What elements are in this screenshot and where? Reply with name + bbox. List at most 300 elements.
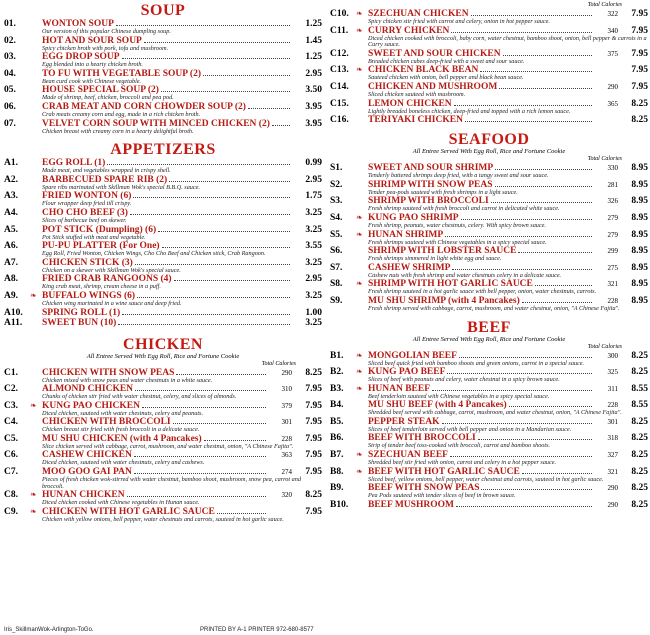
item-price: 3.25 — [305, 317, 322, 328]
app-item — [4, 274, 322, 291]
item-description: Strip of tender beef toss-cooked with broccoli, carrot and bamboo shoots. — [368, 442, 551, 450]
item-calories: 228 — [607, 401, 618, 410]
beef-section-title: BEEF — [467, 318, 511, 336]
seafood-subtitle: All Entree Served With Egg Roll, Rice and Fortune Cookie — [412, 148, 566, 156]
sea-item — [330, 163, 648, 180]
dot-leader — [107, 164, 290, 165]
beef-item — [330, 367, 648, 384]
dot-leader — [118, 324, 290, 325]
dot-leader — [535, 285, 592, 286]
dot-leader — [122, 58, 290, 59]
chicken-section-title: CHICKEN — [123, 335, 203, 353]
dot-leader — [522, 473, 592, 474]
chili-pepper-icon: ❧ — [356, 229, 363, 239]
chili-pepper-icon: ❧ — [356, 383, 363, 393]
beef-item — [330, 483, 648, 500]
item-code: B1. — [330, 350, 344, 361]
item-code: C3. — [4, 400, 18, 411]
item-calories: 311 — [607, 384, 618, 393]
chicken-calories-header: Total Calories — [261, 360, 296, 367]
item-description: Chicken with yellow onions, bell pepper, water chestnuts and carrots, sauteed in hot garlic sauce. — [42, 515, 284, 523]
item-description: Pot Stick stuffed with meat and vegetable. — [42, 233, 146, 241]
item-calories: 290 — [607, 484, 618, 493]
item-name: HUNAN BEEF — [368, 383, 431, 394]
chili-pepper-icon: ❧ — [30, 290, 37, 300]
item-description: Tender pea-pods sauteed with fresh shrimps in a light sauce. — [368, 188, 518, 196]
item-price: 1.00 — [305, 307, 322, 318]
item-price: 7.95 — [631, 65, 648, 76]
item-description: Our version of this popular Chinese dumpling soup. — [42, 28, 171, 35]
item-calories: 340 — [607, 26, 618, 35]
item-name: MU SHU SHRIMP (with 4 Pancakes) — [368, 295, 520, 306]
item-name: SHRIMP WITH BROCCOLI — [368, 196, 489, 207]
left-column — [4, 2, 322, 523]
sea-item — [330, 230, 648, 247]
dot-leader — [162, 247, 290, 248]
item-calories: 301 — [281, 418, 292, 427]
item-price: 8.25 — [631, 367, 648, 378]
item-calories: 300 — [607, 351, 618, 360]
item-price: 3.25 — [305, 224, 322, 235]
item-description: Slice chicken served with cabbage, carrot, mushroom, and water chestnut, onion, "A Chinese Fajita". — [42, 442, 294, 450]
dot-leader — [432, 390, 592, 391]
item-code: A8. — [4, 274, 18, 285]
chk2-item — [330, 115, 648, 125]
item-description: Diced chicken, sauteed with water chestnuts, celery and peanuts. — [42, 409, 204, 417]
item-description: Fresh shrimps simmered in light white egg and sauce. — [368, 255, 502, 263]
item-code: S4. — [330, 212, 343, 223]
item-name: CASHEW CHICKEN — [42, 450, 132, 461]
item-code: B10. — [330, 499, 349, 510]
chk2-item — [330, 82, 648, 99]
item-code: B7. — [330, 450, 344, 461]
item-name: MOO GOO GAI PAN — [42, 467, 132, 478]
soup-item — [4, 102, 322, 119]
dot-leader — [491, 202, 592, 203]
chili-pepper-icon: ❧ — [356, 450, 363, 460]
item-description: Egg blended into a hearty chicken broth. — [42, 61, 143, 69]
beef-item — [330, 450, 648, 467]
app-item — [4, 318, 322, 328]
item-name: BARBECUED SPARE RIB (2) — [42, 174, 168, 185]
chicken-list — [4, 368, 322, 524]
item-name: SHRIMP WITH HOT GARLIC SAUCE — [368, 279, 533, 290]
item-description: Spicy chicken broth with pork, tofu and mushroom. — [42, 44, 169, 52]
sea-item — [330, 180, 648, 197]
item-code: S6. — [330, 246, 343, 257]
item-code: 01. — [4, 19, 16, 29]
item-name: SHRIMP WITH LOBSTER SAUCE — [368, 246, 517, 257]
item-description: Sliced beef, yellow onions, bell pepper, water chestnut and carrots, sauteed in hot garlic sauce. — [368, 475, 604, 483]
item-price: 3.50 — [305, 85, 322, 96]
chk-item — [4, 450, 322, 467]
item-code: 06. — [4, 101, 16, 112]
item-price: 7.95 — [305, 384, 322, 395]
item-name: MONGOLIAN BEEF — [368, 350, 457, 361]
soup-item — [4, 119, 322, 136]
item-price: 8.25 — [631, 450, 648, 461]
item-price: 8.95 — [631, 212, 648, 223]
chk2-item — [330, 99, 648, 116]
item-code: C15. — [330, 98, 349, 109]
item-code: B9. — [330, 483, 344, 494]
soup-item — [4, 85, 322, 102]
item-price: 8.25 — [631, 115, 648, 126]
item-code: S8. — [330, 279, 343, 290]
item-code: C8. — [4, 490, 18, 501]
item-description: Fresh shrimps sauteed with Chinese vegetables in a spicy special sauce. — [368, 238, 547, 246]
beef-list — [330, 351, 648, 510]
item-code: S9. — [330, 295, 343, 306]
item-name: FRIED CRAB RANGOONS (4) — [42, 274, 172, 285]
item-name: MU SHU BEEF (with 4 Pancakes) — [368, 400, 507, 411]
item-price: 8.55 — [631, 383, 648, 394]
item-description: Sliced chicken sauteed with mushroom. — [368, 90, 466, 98]
dot-leader — [144, 42, 290, 43]
item-price: 8.25 — [631, 98, 648, 109]
item-code: A10. — [4, 307, 23, 318]
item-name: CHICKEN BLACK BEAN — [368, 65, 479, 76]
chk2-item — [330, 26, 648, 49]
dot-leader — [248, 108, 290, 109]
item-price: 7.95 — [305, 417, 322, 428]
sea-item — [330, 296, 648, 313]
dot-leader — [204, 440, 266, 441]
item-name: SHRIMP WITH SNOW PEAS — [368, 179, 493, 190]
dot-leader — [471, 15, 592, 16]
beef-item — [330, 351, 648, 368]
item-calories: 228 — [281, 434, 292, 443]
dot-leader — [135, 264, 290, 265]
item-code: A4. — [4, 207, 18, 218]
item-description: Made meat, and vegetables wrapped in crispy shell. — [42, 167, 171, 175]
beef-item — [330, 433, 648, 450]
beef-calories-header: Total Calories — [587, 343, 622, 350]
beef-item — [330, 384, 648, 401]
item-price: 7.95 — [305, 433, 322, 444]
chk2-item — [330, 9, 648, 26]
item-price: 8.95 — [631, 179, 648, 190]
dot-leader — [459, 357, 592, 358]
appetizers-section-title: APPETIZERS — [110, 141, 216, 159]
item-code: C10. — [330, 9, 349, 19]
item-description: Fresh shrimp served with cabbage, carrot, mushroom, and water chestnut, onion, "A Chinese Fajita". — [368, 304, 620, 312]
beef-item — [330, 500, 648, 510]
item-calories: 310 — [281, 385, 292, 394]
dot-leader — [217, 513, 266, 514]
item-name: BEEF WITH BROCCOLI — [368, 433, 476, 444]
item-price: 8.95 — [631, 163, 648, 174]
seafood-calories-header: Total Calories — [587, 156, 622, 163]
item-price: 8.25 — [631, 433, 648, 444]
item-description: Slices of barbecue beef on skewer. — [42, 216, 127, 224]
item-description: Diced chicken cooked with broccoli, baby corn, water chestnut, bamboo shoot, onion, bell pepper & carrots in a Curry sauce. — [368, 34, 647, 49]
item-price: 8.95 — [631, 262, 648, 273]
dot-leader — [461, 219, 592, 220]
dot-leader — [452, 269, 592, 270]
seafood-list — [330, 163, 648, 312]
item-calories: 379 — [281, 401, 292, 410]
item-calories: 375 — [607, 49, 618, 58]
item-code: S3. — [330, 196, 343, 207]
item-name: PEPPER STEAK — [368, 416, 440, 427]
item-calories: 228 — [607, 296, 618, 305]
dot-leader — [445, 236, 592, 237]
item-description: King crab meat, shrimp, cream cheese in a puff. — [42, 283, 161, 291]
item-description: Beef tenderloin sauteed with Chinese vegetables in a spicy special sauce. — [368, 392, 550, 400]
item-calories: 321 — [607, 467, 618, 476]
item-calories: 279 — [607, 230, 618, 239]
item-name: SPRING ROLL (1) — [42, 307, 121, 318]
item-price: 8.25 — [631, 499, 648, 510]
item-price: 2.95 — [305, 174, 322, 185]
item-calories: 321 — [607, 280, 618, 289]
chili-pepper-icon: ❧ — [356, 466, 363, 476]
item-code: C16. — [330, 115, 349, 126]
dot-leader — [135, 390, 266, 391]
item-calories: 299 — [607, 247, 618, 256]
item-price: 3.25 — [305, 257, 322, 268]
app-item — [4, 308, 322, 318]
chicken-cont-calories-header: Total Calories — [587, 2, 622, 8]
item-price: 3.95 — [305, 101, 322, 112]
item-description: Fresh shrimp sauteed in a hot garlic sauce with bell pepper, onion, water chestnuts, carrots. — [368, 288, 597, 296]
item-description: Shredded beef stir fried with onion, carrot and celery in a hot pepper sauce. — [368, 459, 557, 467]
chk-item — [4, 434, 322, 451]
item-price: 3.55 — [305, 241, 322, 252]
item-name: SWEET BUN (10) — [42, 317, 117, 328]
menu-item-row — [330, 115, 648, 125]
dot-leader — [503, 55, 592, 56]
item-name: BEEF MUSHROOM — [368, 499, 454, 510]
item-code: B8. — [330, 466, 344, 477]
chili-pepper-icon: ❧ — [30, 400, 37, 410]
dot-leader — [130, 214, 290, 215]
item-calories: 320 — [281, 491, 292, 500]
item-name: SWEET AND SOUR SHRIMP — [368, 163, 494, 174]
dot-leader — [173, 423, 266, 424]
chili-pepper-icon: ❧ — [356, 367, 363, 377]
item-price: 8.95 — [631, 196, 648, 207]
item-description: Chunks of chicken stir fried with water chestnut, celery, and slices of almonds. — [42, 393, 237, 401]
item-description: Shredded beef served with cabbage, carrot, mushroom, and water chestnut, onion, "A Chinese Fajita". — [368, 409, 622, 417]
item-price: 8.95 — [631, 246, 648, 257]
chk-item — [4, 467, 322, 490]
item-calories: 363 — [281, 451, 292, 460]
dot-leader — [174, 280, 290, 281]
dot-leader — [450, 456, 592, 457]
chk-item — [4, 384, 322, 401]
chili-pepper-icon: ❧ — [356, 350, 363, 360]
item-price: 8.25 — [631, 350, 648, 361]
chili-pepper-icon: ❧ — [356, 212, 363, 222]
item-code: C11. — [330, 25, 349, 36]
right-column — [330, 2, 648, 510]
item-name: POT STICK (Dumpling) (6) — [42, 224, 157, 235]
item-description: Crab meats creamy corn and egg, made in a rich chicken broth. — [42, 110, 201, 118]
item-name: HOT AND SOUR SOUP — [42, 35, 142, 46]
item-name: CHICKEN STICK (3) — [42, 257, 133, 268]
item-code: C1. — [4, 367, 18, 378]
item-code: 07. — [4, 118, 16, 129]
item-price: 8.95 — [631, 279, 648, 290]
dot-leader — [481, 489, 592, 490]
item-code: C5. — [4, 433, 18, 444]
item-code: A2. — [4, 174, 18, 185]
chicken-continued-list — [330, 9, 648, 125]
item-description: Slices of beef tenderloin served with bell pepper and onion in a Mandarian sauce. — [368, 425, 572, 433]
item-name: EGG DROP SOUP — [42, 52, 120, 63]
sea-item — [330, 263, 648, 280]
app-item — [4, 158, 322, 175]
item-price: 7.95 — [305, 506, 322, 517]
dot-leader — [478, 439, 592, 440]
beef-item — [330, 400, 648, 417]
item-description: Pea Pods sauteed with tender slices of beef in brown sauce. — [368, 492, 516, 500]
item-calories: 275 — [607, 263, 618, 272]
sea-item — [330, 279, 648, 296]
dot-leader — [456, 506, 592, 507]
item-code: C2. — [4, 384, 18, 395]
item-calories: 290 — [607, 500, 618, 509]
seafood-section-title: SEAFOOD — [448, 131, 530, 149]
item-code: S1. — [330, 163, 343, 174]
dot-leader — [142, 407, 266, 408]
item-description: Flour wrapper deep fried till crispy. — [42, 200, 132, 208]
chk2-item — [330, 49, 648, 66]
item-name: CHICKEN WITH SNOW PEAS — [42, 367, 175, 378]
beef-item — [330, 417, 648, 434]
item-calories: 325 — [607, 368, 618, 377]
menu-item-row — [330, 500, 648, 510]
footer-printer: PRINTED BY A-1 PRINTER 972-680-8577 — [200, 627, 314, 633]
dot-leader — [465, 121, 592, 122]
item-code: 04. — [4, 68, 16, 79]
item-name: HOUSE SPECIAL SOUP (2) — [42, 85, 159, 96]
item-price: 3.25 — [305, 207, 322, 218]
item-name: TO FU WITH VEGETABLE SOUP (2) — [42, 68, 201, 79]
item-description: Spicy chicken stir fried with carrot and celery, onion in hot pepper sauce. — [368, 18, 550, 25]
chk-item — [4, 401, 322, 418]
dot-leader — [272, 125, 290, 126]
item-calories: 301 — [607, 417, 618, 426]
soup-item — [4, 36, 322, 53]
item-calories: 365 — [607, 99, 618, 108]
item-price: 1.25 — [305, 52, 322, 63]
item-description: Slices of beef with peanuts and celery, water chestnut in a spicy brown sauce. — [368, 376, 560, 384]
chili-pepper-icon: ❧ — [356, 279, 363, 289]
item-code: 02. — [4, 35, 16, 46]
item-price: 8.95 — [631, 229, 648, 240]
item-name: HUNAN CHICKEN — [42, 490, 125, 501]
item-code: S7. — [330, 262, 343, 273]
beef-subtitle: All Entree Served With Egg Roll, Rice and Fortune Cookie — [412, 335, 566, 343]
item-name: CHO CHO BEEF (3) — [42, 207, 128, 218]
app-item — [4, 241, 322, 258]
item-name: CHICKEN WITH BROCCOLI — [42, 417, 171, 428]
item-code: C13. — [330, 65, 349, 76]
item-description: Chicken mixed with snow peas and water chestnuts in a white sauce. — [42, 376, 213, 384]
item-calories: 322 — [607, 10, 618, 18]
dot-leader — [499, 88, 592, 89]
app-item — [4, 225, 322, 242]
item-code: S2. — [330, 179, 343, 190]
beef-item — [330, 467, 648, 484]
chili-pepper-icon: ❧ — [356, 9, 363, 18]
item-price: 8.25 — [305, 490, 322, 501]
item-description: Pieces of fresh chicken wok-stirred with water chestnut, bamboo shoot, mushroom, snow pea, carrot and broccoli. — [42, 476, 301, 490]
chili-pepper-icon: ❧ — [30, 506, 37, 516]
item-name: TERIYAKI CHICKEN — [368, 115, 463, 126]
item-description: Lightly breaded boneless chicken, deep-fried and topped with a rich lemon sauce. — [368, 107, 571, 115]
item-name: SZECHUAN CHICKEN — [368, 9, 469, 19]
dot-leader — [127, 496, 266, 497]
item-price: 8.25 — [631, 416, 648, 427]
item-description: Made of shrimp, beef, chicken, broccoli and pea pod. — [42, 94, 174, 102]
item-price: 7.95 — [305, 467, 322, 478]
item-name: SZECHUAN BEEF — [368, 450, 448, 461]
appetizers-list — [4, 158, 322, 327]
item-description: Sauteed chicken with onion, bell pepper and black bean sauce. — [368, 74, 524, 82]
item-description: Fresh shrimp, peanuts, water chestnuts, celery. With spicy brown sauce. — [368, 221, 546, 229]
item-price: 7.95 — [305, 400, 322, 411]
app-item — [4, 191, 322, 208]
chk-item — [4, 490, 322, 507]
item-description: Chicken on a skewer with Skillman Wok's special sauce. — [42, 266, 181, 274]
dot-leader — [447, 373, 592, 374]
item-price: 3.25 — [305, 290, 322, 301]
item-name: WONTON SOUP — [42, 19, 114, 29]
item-code: B4. — [330, 400, 344, 411]
item-price: 2.95 — [305, 68, 322, 79]
item-name: ALMOND CHICKEN — [42, 384, 134, 395]
item-code: C6. — [4, 450, 18, 461]
dot-leader — [480, 71, 592, 72]
item-name: BUFFALO WINGS (6) — [42, 290, 136, 301]
dot-leader — [122, 314, 290, 315]
dot-leader — [169, 181, 290, 182]
chk2-item — [330, 65, 648, 82]
item-name: LEMON CHICKEN — [368, 98, 452, 109]
item-name: FRIED WONTON (6) — [42, 191, 132, 202]
item-price: 3.95 — [305, 118, 322, 129]
dot-leader — [522, 302, 592, 303]
item-price: 7.95 — [631, 25, 648, 36]
item-name: CHICKEN WITH HOT GARLIC SAUCE — [42, 506, 215, 517]
item-calories: 326 — [607, 197, 618, 206]
item-code: C12. — [330, 48, 349, 59]
item-calories: 290 — [281, 368, 292, 377]
item-code: C9. — [4, 506, 18, 517]
item-name: CURRY CHICKEN — [368, 25, 450, 36]
item-code: S5. — [330, 229, 343, 240]
chk-item — [4, 507, 322, 524]
item-description: Fresh shrimp sauteed with fresh broccoli and carrot in delicated white sauce. — [368, 205, 560, 213]
item-code: B2. — [330, 367, 344, 378]
item-price: 1.75 — [305, 191, 322, 202]
dot-leader — [133, 197, 290, 198]
soup-item — [4, 52, 322, 69]
dot-leader — [495, 186, 593, 187]
item-code: A6. — [4, 241, 18, 252]
dot-leader — [116, 25, 290, 26]
chili-pepper-icon: ❧ — [356, 25, 363, 35]
item-name: SWEET AND SOUR CHICKEN — [368, 48, 501, 59]
dot-leader — [509, 406, 592, 407]
item-description: Egg Roll, Fried Wonton, Chicken Wings, Cho Cho Beef and Chicken stick, Crab Rangoon. — [42, 250, 266, 258]
item-calories: 274 — [281, 468, 292, 477]
menu-item-row — [4, 318, 322, 328]
